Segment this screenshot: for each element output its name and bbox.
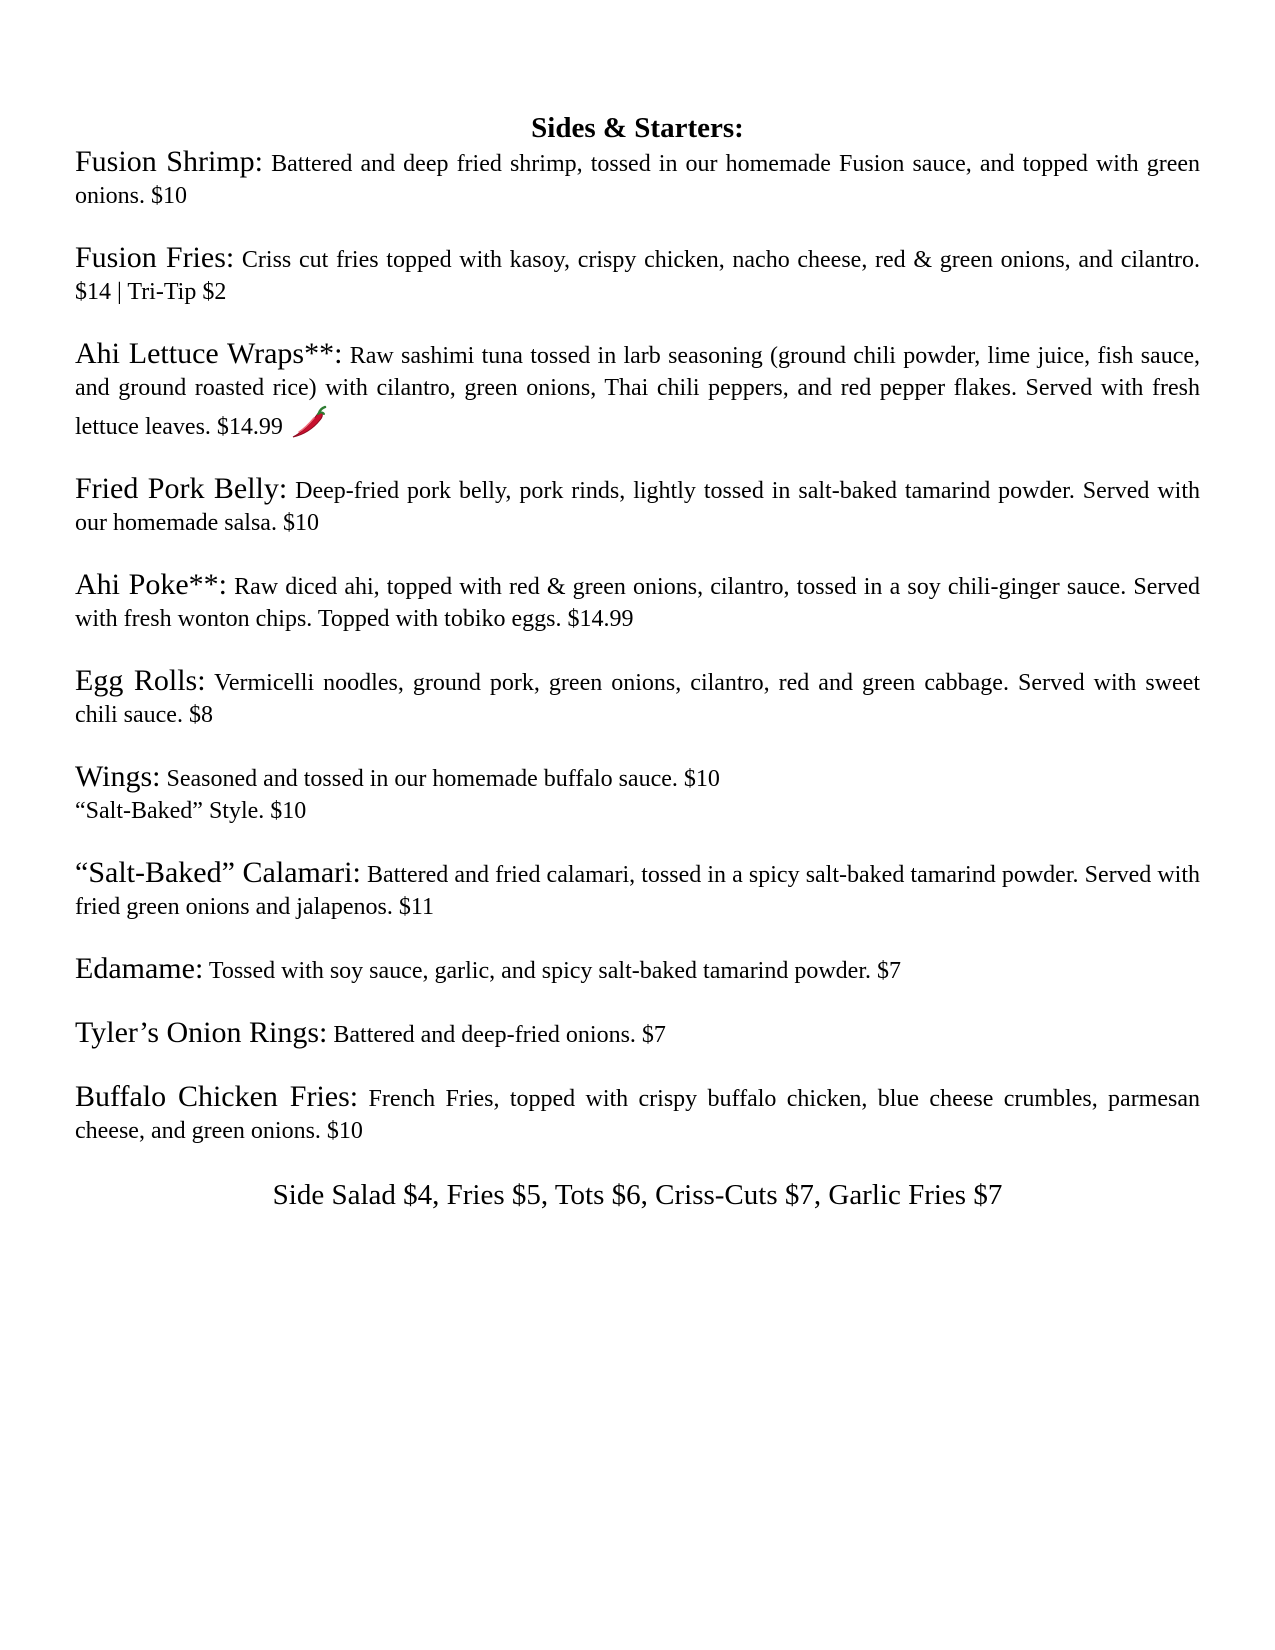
menu-item-description: Vermicelli noodles, ground pork, green onions, cilantro, red and green cabbage. Served with sweet chili sauce. $8 [75,670,1201,728]
menu-section-heading: Sides & Starters: [531,112,744,144]
menu-item-ahi-lettuce-wraps [75,338,1200,443]
menu-item-description: Raw diced ahi, topped with red & green onions, cilantro, tossed in a soy chili-ginger sauce. Served with fresh wonton chips. Topped with tobiko eggs. $14.99 [75,574,1200,632]
menu-item-name: Edamame: [75,952,204,985]
menu-item-description: Deep-fried pork belly, pork rinds, lightly tossed in salt-baked tamarind powder. Served with our homemade salsa. $10 [75,478,1201,536]
menu-item-name: Egg Rolls: [75,664,206,697]
sides-price-list: Side Salad $4, Fries $5, Tots $6, Criss-Cuts $7, Garlic Fries $7 [272,1179,1003,1211]
menu-item-fried-pork-belly [75,473,1200,539]
menu-item-name: Fusion Fries: [75,241,235,274]
menu-item-description: Raw sashimi tuna tossed in larb seasoning (ground chili powder, lime juice, fish sauce, and ground roasted rice) with cilantro, green onions, Thai chili peppers, and red pepper flakes. Served with fresh lettuce leaves. $14.99 [75,343,1201,440]
menu-item-buffalo-chicken-fries [75,1081,1200,1147]
menu-item-wings [75,761,1200,827]
menu-item-ahi-poke [75,569,1200,635]
menu-item-name: Ahi Lettuce Wraps**: [75,337,343,370]
menu-item-fusion-shrimp [75,146,1200,212]
menu-item-name: Fried Pork Belly: [75,472,288,505]
menu-item-name: Buffalo Chicken Fries: [75,1080,359,1113]
menu-item-description: Criss cut fries topped with kasoy, crispy chicken, nacho cheese, red & green onions, and cilantro. $14 | Tri-Tip $2 [75,247,1200,305]
menu-item-onion-rings [75,1017,1200,1051]
menu-item-fusion-fries [75,242,1200,308]
menu-item-description: Seasoned and tossed in our homemade buffalo sauce. $10 [166,766,720,792]
menu-item-description: Battered and fried calamari, tossed in a spicy salt-baked tamarind powder. Served with fried green onions and jalapenos. $11 [75,862,1201,920]
menu-item-description: Tossed with soy sauce, garlic, and spicy salt-baked tamarind powder. $7 [208,958,902,984]
menu-item-name: Fusion Shrimp: [75,145,263,178]
menu-item-description: Battered and deep-fried onions. $7 [333,1022,666,1048]
menu-item-salt-baked-calamari [75,857,1200,923]
menu-item-name: Wings: [75,760,161,793]
menu-item-variant: “Salt-Baked” Style. $10 [75,798,307,824]
chili-pepper-icon [289,404,327,440]
menu-item-edamame [75,953,1200,987]
menu-items-list [75,146,1200,1147]
menu-item-description: French Fries, topped with crispy buffalo chicken, blue cheese crumbles, parmesan cheese, and green onions. $10 [75,1086,1200,1144]
menu-item-description: Battered and deep fried shrimp, tossed in our homemade Fusion sauce, and topped with green onions. $10 [75,151,1201,209]
menu-item-name: Tyler’s Onion Rings: [75,1016,328,1049]
menu-item-egg-rolls [75,665,1200,731]
menu-item-name: Ahi Poke**: [75,568,227,601]
menu-item-name: “Salt-Baked” Calamari: [75,856,361,889]
